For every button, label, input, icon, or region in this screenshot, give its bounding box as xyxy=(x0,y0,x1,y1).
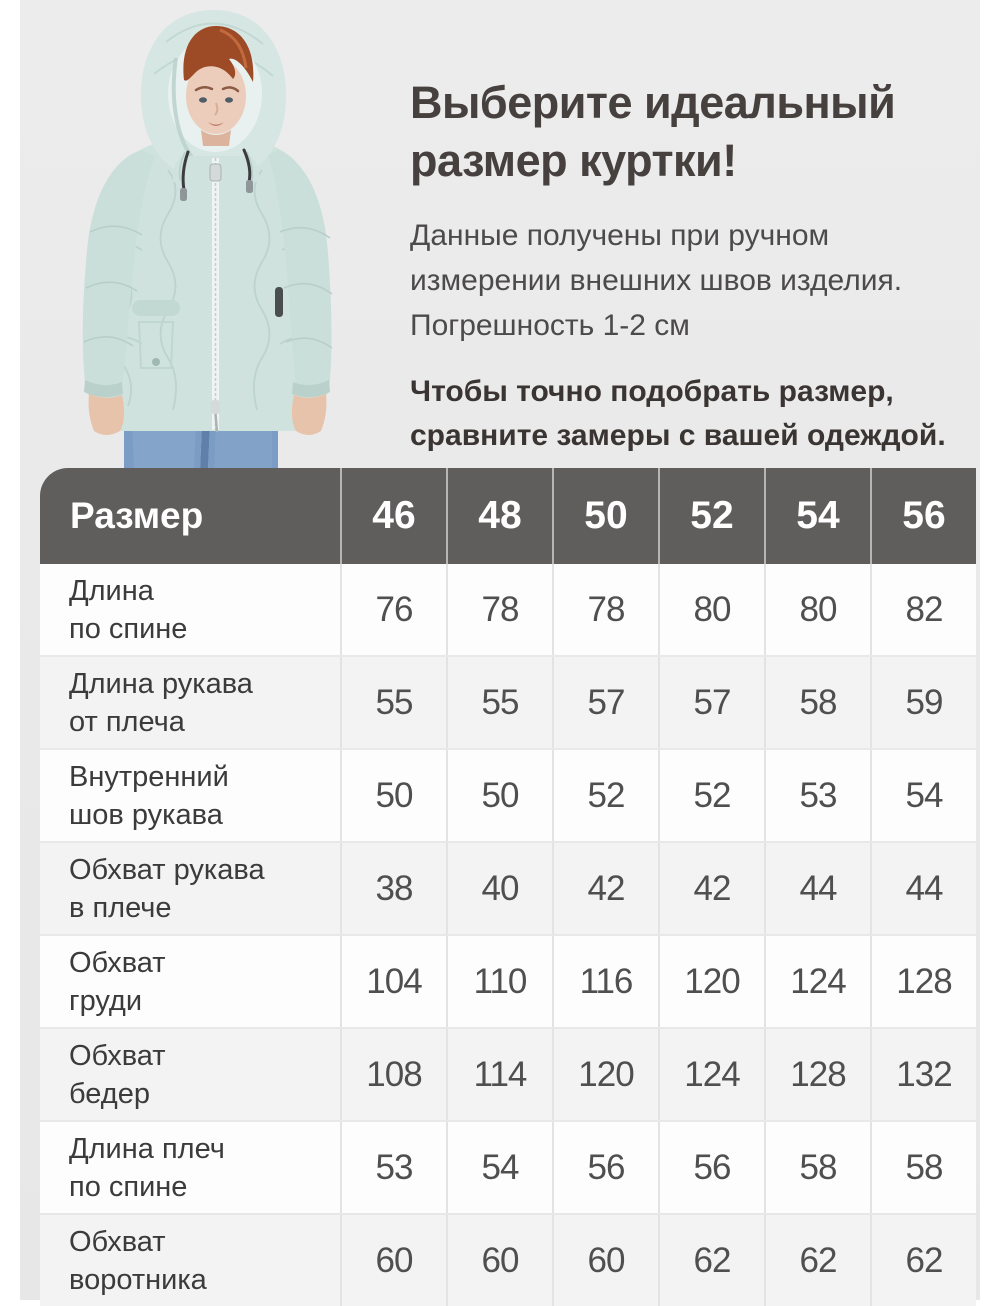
measure-value: 55 xyxy=(340,657,446,748)
measure-value: 58 xyxy=(764,657,870,748)
measure-label xyxy=(40,843,340,934)
measure-value: 128 xyxy=(764,1029,870,1120)
measure-value: 128 xyxy=(870,936,976,1027)
measure-label xyxy=(40,936,340,1027)
infographic-canvas xyxy=(20,0,980,1300)
measure-value: 50 xyxy=(340,750,446,841)
model-photo xyxy=(20,0,400,470)
measure-value: 78 xyxy=(552,564,658,655)
measure-value: 124 xyxy=(764,936,870,1027)
measure-label xyxy=(40,1029,340,1120)
table-row xyxy=(40,1029,976,1120)
measure-label xyxy=(40,564,340,655)
size-column-header: 46 xyxy=(340,468,446,564)
table-row xyxy=(40,657,976,748)
table-row xyxy=(40,750,976,841)
measure-value: 116 xyxy=(552,936,658,1027)
size-table xyxy=(40,468,976,1306)
measure-value: 53 xyxy=(340,1122,446,1213)
measure-value: 59 xyxy=(870,657,976,748)
size-column-header: 56 xyxy=(870,468,976,564)
measure-value: 50 xyxy=(446,750,552,841)
table-row xyxy=(40,564,976,655)
measure-value: 58 xyxy=(764,1122,870,1213)
measure-value: 132 xyxy=(870,1029,976,1120)
measure-value: 58 xyxy=(870,1122,976,1213)
measure-value: 38 xyxy=(340,843,446,934)
hood xyxy=(141,10,286,174)
measurement-note: Чтобы точно подобрать размер, сравните замеры с вашей одеждой. xyxy=(410,375,946,453)
measure-value: 76 xyxy=(340,564,446,655)
measure-value: 60 xyxy=(340,1215,446,1306)
measure-label-line2: по спине xyxy=(69,612,188,645)
measure-value: 53 xyxy=(764,750,870,841)
measure-value: 54 xyxy=(446,1122,552,1213)
table-row xyxy=(40,843,976,934)
measure-value: 78 xyxy=(446,564,552,655)
measure-value: 80 xyxy=(764,564,870,655)
measure-label-line1: Длина рукава xyxy=(69,667,253,700)
intro-text-block xyxy=(410,74,962,458)
measure-label xyxy=(40,657,340,748)
measure-value: 120 xyxy=(552,1029,658,1120)
size-column-header: 52 xyxy=(658,468,764,564)
measure-label-line2: по спине xyxy=(69,1170,188,1203)
measure-value: 108 xyxy=(340,1029,446,1120)
size-table-header xyxy=(40,468,976,564)
measure-value: 82 xyxy=(870,564,976,655)
measure-label-line1: Обхват рукава xyxy=(69,853,265,886)
measure-value: 54 xyxy=(870,750,976,841)
measure-value: 40 xyxy=(446,843,552,934)
measure-value: 114 xyxy=(446,1029,552,1120)
measure-label-line2: шов рукава xyxy=(69,798,223,831)
jacket-model-illustration xyxy=(20,0,400,470)
measure-value: 80 xyxy=(658,564,764,655)
measure-value: 124 xyxy=(658,1029,764,1120)
measure-label xyxy=(40,1215,340,1306)
table-row xyxy=(40,1122,976,1213)
measure-value: 55 xyxy=(446,657,552,748)
measure-label-line2: бедер xyxy=(69,1077,150,1110)
measure-label-line2: груди xyxy=(69,984,143,1017)
page-title: Выберите идеальный размер куртки! xyxy=(410,77,896,186)
table-row xyxy=(40,936,976,1027)
measure-value: 60 xyxy=(446,1215,552,1306)
measure-label-line2: воротника xyxy=(69,1263,207,1296)
measure-value: 60 xyxy=(552,1215,658,1306)
measure-value: 42 xyxy=(658,843,764,934)
measure-value: 57 xyxy=(658,657,764,748)
measure-value: 104 xyxy=(340,936,446,1027)
size-table-body xyxy=(40,564,976,1306)
table-row xyxy=(40,1215,976,1306)
measure-value: 52 xyxy=(552,750,658,841)
measure-value: 42 xyxy=(552,843,658,934)
measure-label-line2: от плеча xyxy=(69,705,185,738)
measure-value: 44 xyxy=(870,843,976,934)
measure-value: 62 xyxy=(870,1215,976,1306)
measure-label xyxy=(40,1122,340,1213)
measure-label-line1: Обхват xyxy=(69,946,166,979)
measure-label-line1: Внутренний xyxy=(69,760,229,793)
measure-value: 110 xyxy=(446,936,552,1027)
measure-label-line1: Длина xyxy=(69,574,154,607)
measure-label-line2: в плече xyxy=(69,891,172,924)
size-column-header: 48 xyxy=(446,468,552,564)
measure-label-line1: Обхват xyxy=(69,1039,166,1072)
measure-label-line1: Обхват xyxy=(69,1225,166,1258)
measure-value: 62 xyxy=(764,1215,870,1306)
measure-value: 57 xyxy=(552,657,658,748)
measure-value: 56 xyxy=(658,1122,764,1213)
measure-label-line1: Длина плеч xyxy=(69,1132,225,1165)
measure-label xyxy=(40,750,340,841)
measure-value: 56 xyxy=(552,1122,658,1213)
size-table-header-label: Размер xyxy=(70,495,204,536)
measure-value: 120 xyxy=(658,936,764,1027)
measure-value: 44 xyxy=(764,843,870,934)
measure-value: 62 xyxy=(658,1215,764,1306)
measurement-description: Данные получены при ручном измерении внешних швов изделия. Погрешность 1-2 см xyxy=(410,219,903,343)
size-column-header: 50 xyxy=(552,468,658,564)
sleeve-zipper xyxy=(275,287,283,317)
size-column-header: 54 xyxy=(764,468,870,564)
measure-value: 52 xyxy=(658,750,764,841)
